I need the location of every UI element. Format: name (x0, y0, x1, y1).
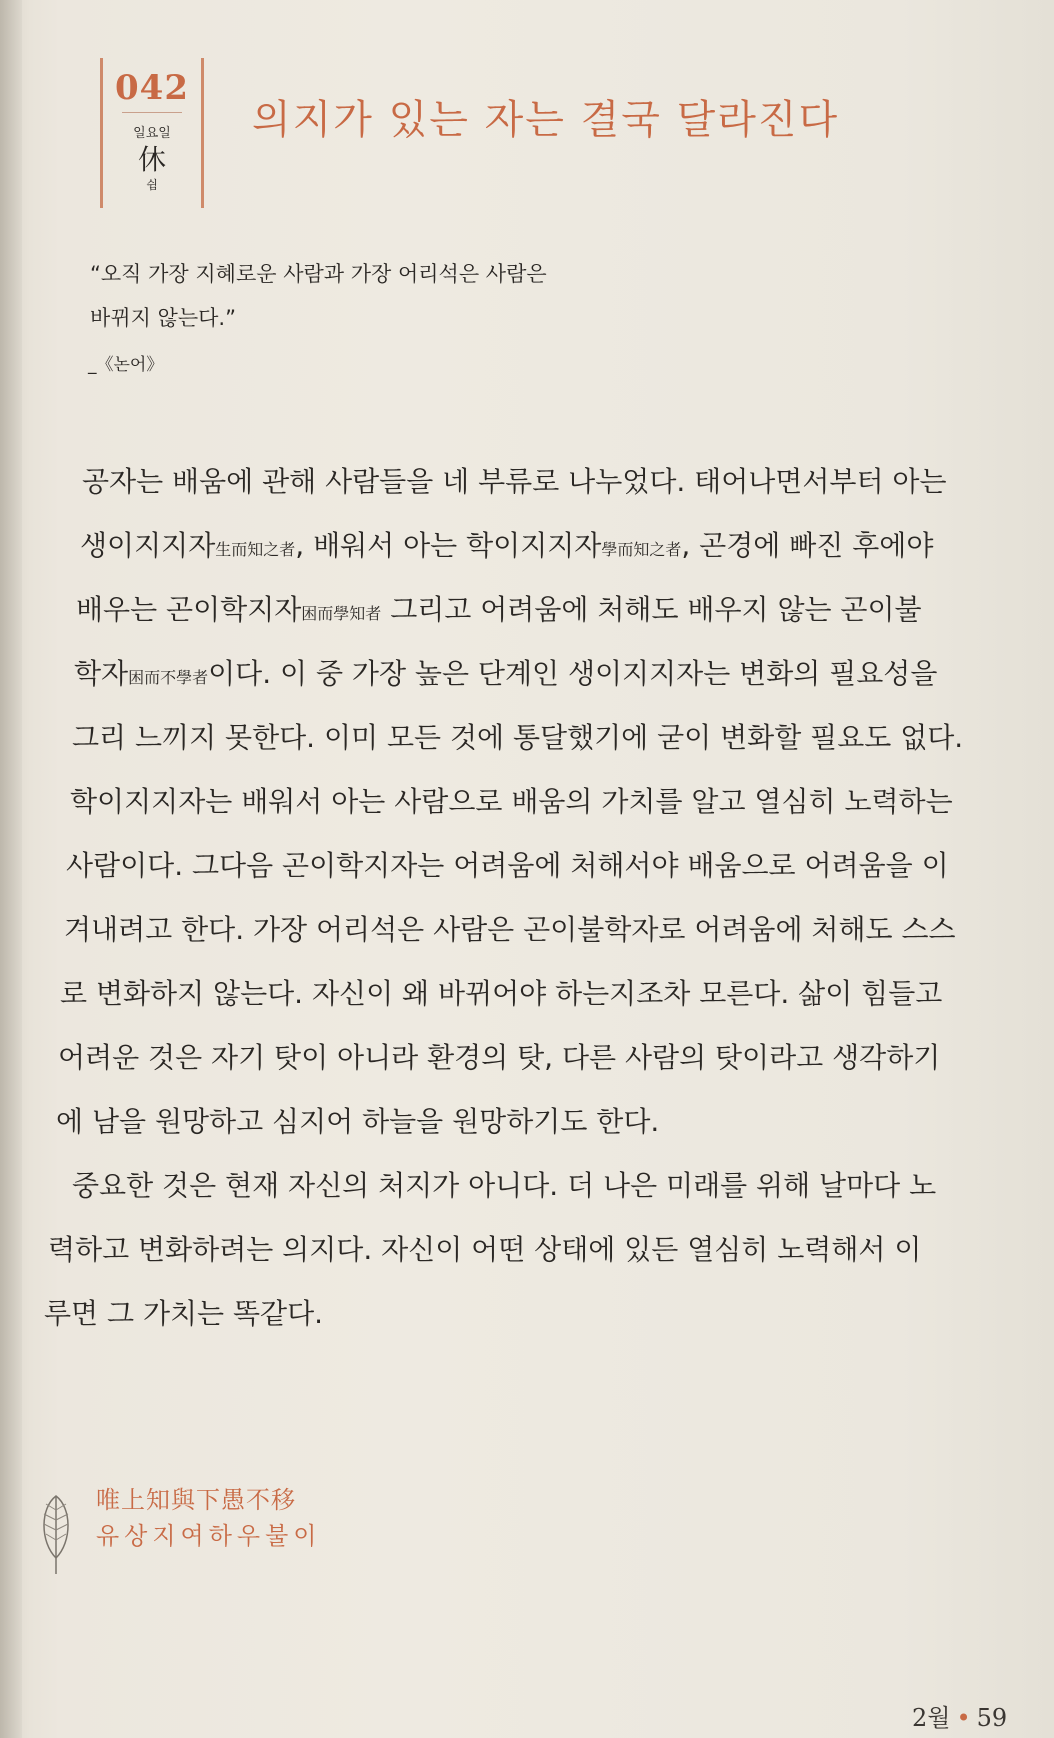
hanja-annotation: 生而知之者 (215, 540, 296, 559)
leaf-icon (36, 1490, 76, 1580)
body-line-14: 루면 그 가치는 똑같다. (44, 1297, 324, 1330)
body-line-6: 학이지지자는 배워서 아는 사람으로 배움의 가치를 알고 열심히 노력하는 (70, 785, 953, 818)
weekday-hanja: 休 (137, 143, 166, 176)
body-line-7: 사람이다. 그다음 곤이학지자는 어려움에 처해서야 배움으로 어려움을 이 (66, 849, 949, 882)
page-number (912, 1698, 1007, 1733)
body-text-span: 배우는 곤이학지자 (76, 593, 302, 626)
page-number-value: 59 (976, 1704, 1008, 1732)
hanja-annotation: 困而學知者 (301, 604, 382, 623)
body-line-8: 겨내려고 한다. 가장 어리석은 사람은 곤이불학자로 어려움에 처해도 스스 (64, 913, 956, 946)
body-line-1: 공자는 배움에 관해 사람들을 네 부류로 나누었다. 태어나면서부터 아는 (82, 465, 947, 498)
maxim-hangul: 유상지여하우불이 (96, 1522, 322, 1550)
epigraph-quote (90, 252, 547, 340)
body-line-11: 에 남을 원망하고 심지어 하늘을 원망하기도 한다. (56, 1105, 660, 1138)
body-text-span: 그리고 어려움에 처해도 배우지 않는 곤이불 (381, 593, 922, 626)
body-text-span: 이다. 이 중 가장 높은 단계인 생이지지자는 변화의 필요성을 (208, 657, 938, 690)
hanja-annotation: 困而不學者 (128, 668, 209, 687)
body-line-10: 어려운 것은 자기 탓이 아니라 환경의 탓, 다른 사람의 탓이라고 생각하기 (58, 1041, 941, 1074)
weekday-label: 일요일 (133, 126, 171, 141)
body-text-span: 생이지지자 (80, 529, 216, 562)
footer-maxim (36, 1480, 322, 1590)
epigraph-source: _《논어》 (88, 355, 164, 375)
day-badge (100, 58, 204, 208)
body-line-2 (80, 524, 933, 564)
body-line-12: 중요한 것은 현재 자신의 처지가 아니다. 더 나은 미래를 위해 날마다 노 (72, 1169, 937, 1202)
weekday-reading: 쉼 (146, 178, 158, 192)
body-text-span: 학자 (74, 657, 129, 690)
epigraph-line-2: 바뀌지 않는다.” (90, 306, 236, 330)
badge-divider (122, 112, 182, 113)
body-text-span: , 곤경에 빠진 후에야 (681, 529, 934, 562)
body-line-4 (74, 652, 937, 692)
page-separator-dot: • (956, 1704, 971, 1732)
hanja-annotation: 學而知之者 (601, 540, 682, 559)
body-line-3 (76, 588, 922, 628)
page-month: 2월 (912, 1704, 951, 1732)
entry-number: 042 (115, 68, 189, 108)
body-line-13: 력하고 변화하려는 의지다. 자신이 어떤 상태에 있든 열심히 노력해서 이 (48, 1233, 922, 1266)
maxim-hanja: 唯上知與下愚不移 (96, 1486, 296, 1514)
epigraph-line-1: “오직 가장 지혜로운 사람과 가장 어리석은 사람은 (90, 262, 547, 286)
book-spine-shadow (0, 0, 22, 1738)
body-text-span: , 배워서 아는 학이지지자 (295, 529, 602, 562)
body-line-9: 로 변화하지 않는다. 자신이 왜 바뀌어야 하는지조차 모른다. 삶이 힘들고 (60, 977, 943, 1010)
page-title: 의지가 있는 자는 결국 달라진다 (252, 97, 840, 143)
body-line-5: 그리 느끼지 못한다. 이미 모든 것에 통달했기에 굳이 변화할 필요도 없다. (72, 721, 964, 754)
